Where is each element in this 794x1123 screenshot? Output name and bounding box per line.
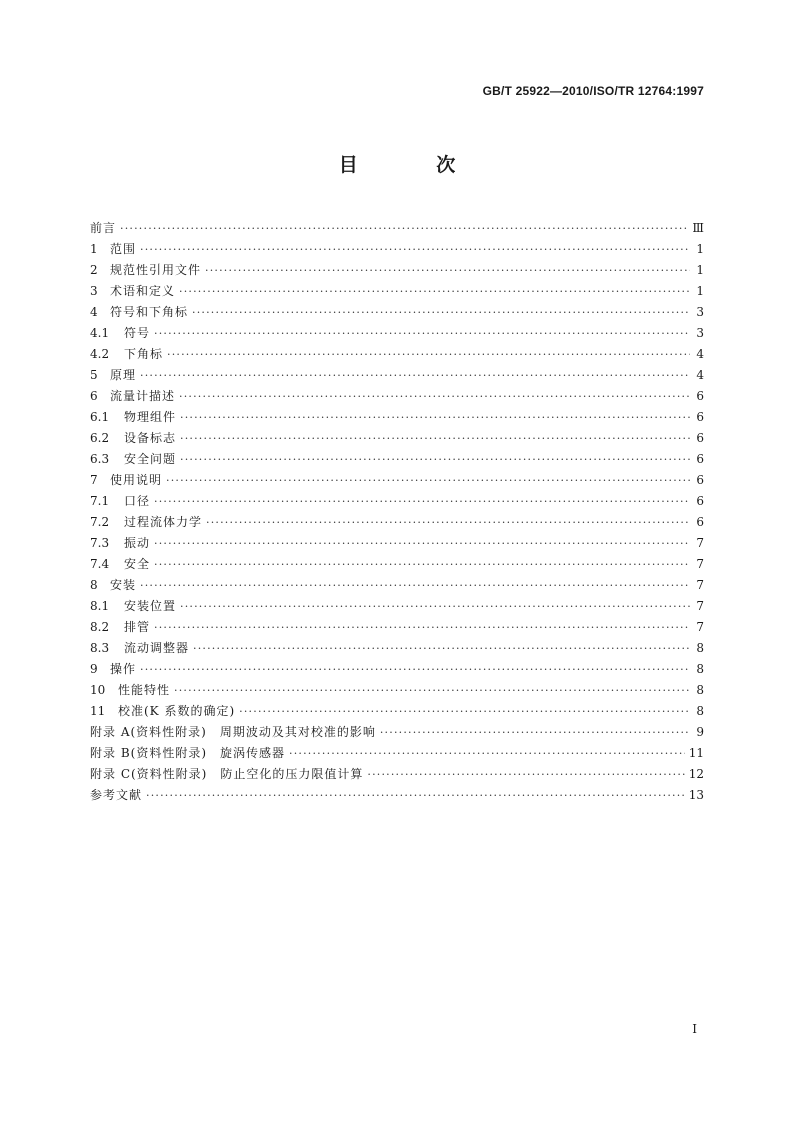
toc-leader-dots xyxy=(174,680,690,701)
page-title: 目 次 xyxy=(338,154,492,176)
toc-entry-page: 7 xyxy=(696,557,704,571)
toc-entry-page: 8 xyxy=(696,662,704,676)
toc-entry-page: 7 xyxy=(696,578,704,592)
toc-entry-label: 操作 xyxy=(110,662,137,676)
toc-entry-page: 8 xyxy=(696,683,704,697)
toc-entry-number: 6.3 xyxy=(90,452,110,466)
toc-entry-number: 5 xyxy=(90,368,98,382)
toc-entry-label: 术语和定义 xyxy=(110,284,176,298)
toc-entry[interactable] xyxy=(90,701,704,722)
toc-entry-label: 附录 B(资料性附录) 旋涡传感器 xyxy=(90,746,285,760)
toc-entry[interactable] xyxy=(90,386,704,407)
table-of-contents xyxy=(90,218,704,806)
toc-entry-page: 4 xyxy=(696,347,704,361)
toc-entry[interactable] xyxy=(90,428,704,449)
toc-entry-label: 符号和下角标 xyxy=(110,305,189,319)
toc-leader-dots xyxy=(367,764,684,785)
toc-leader-dots xyxy=(140,365,690,386)
toc-entry-label: 参考文献 xyxy=(90,788,143,802)
toc-leader-dots xyxy=(239,701,690,722)
toc-entry-label: 流量计描述 xyxy=(110,389,176,403)
toc-entry[interactable] xyxy=(90,785,704,806)
toc-entry-number: 10 xyxy=(90,683,106,697)
toc-entry-page: 3 xyxy=(696,305,704,319)
toc-leader-dots xyxy=(180,407,690,428)
toc-entry-number: 6.1 xyxy=(90,410,110,424)
toc-leader-dots xyxy=(140,575,690,596)
toc-entry-page: 3 xyxy=(696,326,704,340)
toc-entry-number: 2 xyxy=(90,263,98,277)
toc-entry-page: 4 xyxy=(696,368,704,382)
toc-entry-number: 11 xyxy=(90,704,106,718)
toc-entry-number: 7.4 xyxy=(90,557,110,571)
toc-entry[interactable] xyxy=(90,512,704,533)
toc-entry[interactable] xyxy=(90,638,704,659)
toc-entry-label: 安全问题 xyxy=(124,452,177,466)
toc-entry-label: 安全 xyxy=(124,557,151,571)
toc-entry[interactable] xyxy=(90,533,704,554)
toc-entry-page: 1 xyxy=(696,263,704,277)
toc-entry-label: 规范性引用文件 xyxy=(110,263,202,277)
toc-entry-label: 流动调整器 xyxy=(124,641,190,655)
toc-entry[interactable] xyxy=(90,281,704,302)
toc-leader-dots xyxy=(179,386,690,407)
toc-leader-dots xyxy=(120,218,688,239)
toc-entry[interactable] xyxy=(90,344,704,365)
toc-leader-dots xyxy=(192,302,690,323)
toc-entry-label: 使用说明 xyxy=(110,473,163,487)
document-code: GB/T 25922—2010/ISO/TR 12764:1997 xyxy=(482,84,704,98)
toc-entry-page: 6 xyxy=(696,515,704,529)
toc-entry[interactable] xyxy=(90,554,704,575)
toc-entry[interactable] xyxy=(90,596,704,617)
toc-entry[interactable] xyxy=(90,680,704,701)
toc-leader-dots xyxy=(154,533,690,554)
toc-entry-number: 7.1 xyxy=(90,494,110,508)
toc-entry-label: 振动 xyxy=(124,536,151,550)
toc-leader-dots xyxy=(206,512,690,533)
toc-entry-label: 附录 A(资料性附录) 周期波动及其对校准的影响 xyxy=(90,725,376,739)
toc-leader-dots xyxy=(154,323,690,344)
toc-entry-label: 下角标 xyxy=(124,347,164,361)
toc-entry-page: 13 xyxy=(688,788,704,802)
toc-entry-number: 9 xyxy=(90,662,98,676)
toc-entry-label: 性能特性 xyxy=(118,683,171,697)
toc-leader-dots xyxy=(166,470,690,491)
toc-entry[interactable] xyxy=(90,323,704,344)
toc-leader-dots xyxy=(146,785,685,806)
toc-entry[interactable] xyxy=(90,218,704,239)
toc-leader-dots xyxy=(167,344,690,365)
toc-entry-page: 6 xyxy=(696,494,704,508)
toc-entry-label: 口径 xyxy=(124,494,151,508)
toc-leader-dots xyxy=(180,428,690,449)
toc-leader-dots xyxy=(180,449,690,470)
toc-leader-dots xyxy=(289,743,685,764)
toc-entry-page: 12 xyxy=(688,767,704,781)
toc-entry-page: 8 xyxy=(696,641,704,655)
toc-leader-dots xyxy=(154,554,690,575)
toc-entry-number: 1 xyxy=(90,242,98,256)
toc-entry-page: 8 xyxy=(696,704,704,718)
toc-entry[interactable] xyxy=(90,302,704,323)
toc-entry[interactable] xyxy=(90,575,704,596)
toc-entry-page: 6 xyxy=(696,410,704,424)
toc-entry-number: 8.3 xyxy=(90,641,110,655)
toc-entry-label: 物理组件 xyxy=(124,410,177,424)
toc-entry-page: 7 xyxy=(696,599,704,613)
toc-entry-label: 原理 xyxy=(110,368,137,382)
toc-entry-label: 附录 C(资料性附录) 防止空化的压力限值计算 xyxy=(90,767,364,781)
toc-entry-label: 符号 xyxy=(124,326,151,340)
toc-entry-number: 7.2 xyxy=(90,515,110,529)
toc-entry-number: 7 xyxy=(90,473,98,487)
toc-leader-dots xyxy=(205,260,690,281)
toc-entry-label: 校准(K 系数的确定) xyxy=(118,704,236,718)
toc-entry-page: 7 xyxy=(696,536,704,550)
toc-entry[interactable] xyxy=(90,617,704,638)
toc-entry[interactable] xyxy=(90,764,704,785)
toc-entry[interactable] xyxy=(90,722,704,743)
toc-entry-page: 6 xyxy=(696,473,704,487)
toc-entry-number: 4 xyxy=(90,305,98,319)
toc-entry-label: 过程流体力学 xyxy=(124,515,203,529)
toc-entry-number: 4.2 xyxy=(90,347,110,361)
toc-entry-page: 1 xyxy=(696,284,704,298)
toc-entry[interactable] xyxy=(90,449,704,470)
toc-leader-dots xyxy=(154,491,690,512)
toc-entry-number: 6.2 xyxy=(90,431,110,445)
toc-entry-number: 8 xyxy=(90,578,98,592)
toc-entry[interactable] xyxy=(90,491,704,512)
toc-entry[interactable] xyxy=(90,260,704,281)
toc-entry-page: Ⅲ xyxy=(692,221,704,235)
toc-entry-page: 6 xyxy=(696,452,704,466)
toc-entry-page: 7 xyxy=(696,620,704,634)
toc-entry-number: 3 xyxy=(90,284,98,298)
toc-entry-page: 6 xyxy=(696,431,704,445)
toc-leader-dots xyxy=(180,596,690,617)
toc-entry-number: 4.1 xyxy=(90,326,110,340)
toc-entry[interactable] xyxy=(90,659,704,680)
toc-entry-number: 8.2 xyxy=(90,620,110,634)
toc-entry[interactable] xyxy=(90,407,704,428)
toc-entry-page: 6 xyxy=(696,389,704,403)
toc-entry[interactable] xyxy=(90,470,704,491)
toc-entry-number: 6 xyxy=(90,389,98,403)
toc-entry-label: 排管 xyxy=(124,620,151,634)
toc-entry-number: 8.1 xyxy=(90,599,110,613)
toc-leader-dots xyxy=(140,239,690,260)
toc-leader-dots xyxy=(179,281,690,302)
toc-entry-label: 前言 xyxy=(90,221,117,235)
toc-entry-label: 设备标志 xyxy=(124,431,177,445)
toc-entry-label: 范围 xyxy=(110,242,137,256)
toc-entry-page: 11 xyxy=(688,746,704,760)
toc-entry[interactable] xyxy=(90,239,704,260)
toc-leader-dots xyxy=(140,659,690,680)
toc-leader-dots xyxy=(193,638,690,659)
toc-leader-dots xyxy=(380,722,690,743)
toc-entry[interactable] xyxy=(90,365,704,386)
page-number: Ⅰ xyxy=(692,1022,697,1036)
toc-entry-label: 安装 xyxy=(110,578,137,592)
toc-leader-dots xyxy=(154,617,690,638)
toc-entry[interactable] xyxy=(90,743,704,764)
toc-entry-label: 安装位置 xyxy=(124,599,177,613)
toc-entry-page: 9 xyxy=(696,725,704,739)
toc-entry-page: 1 xyxy=(696,242,704,256)
toc-entry-number: 7.3 xyxy=(90,536,110,550)
